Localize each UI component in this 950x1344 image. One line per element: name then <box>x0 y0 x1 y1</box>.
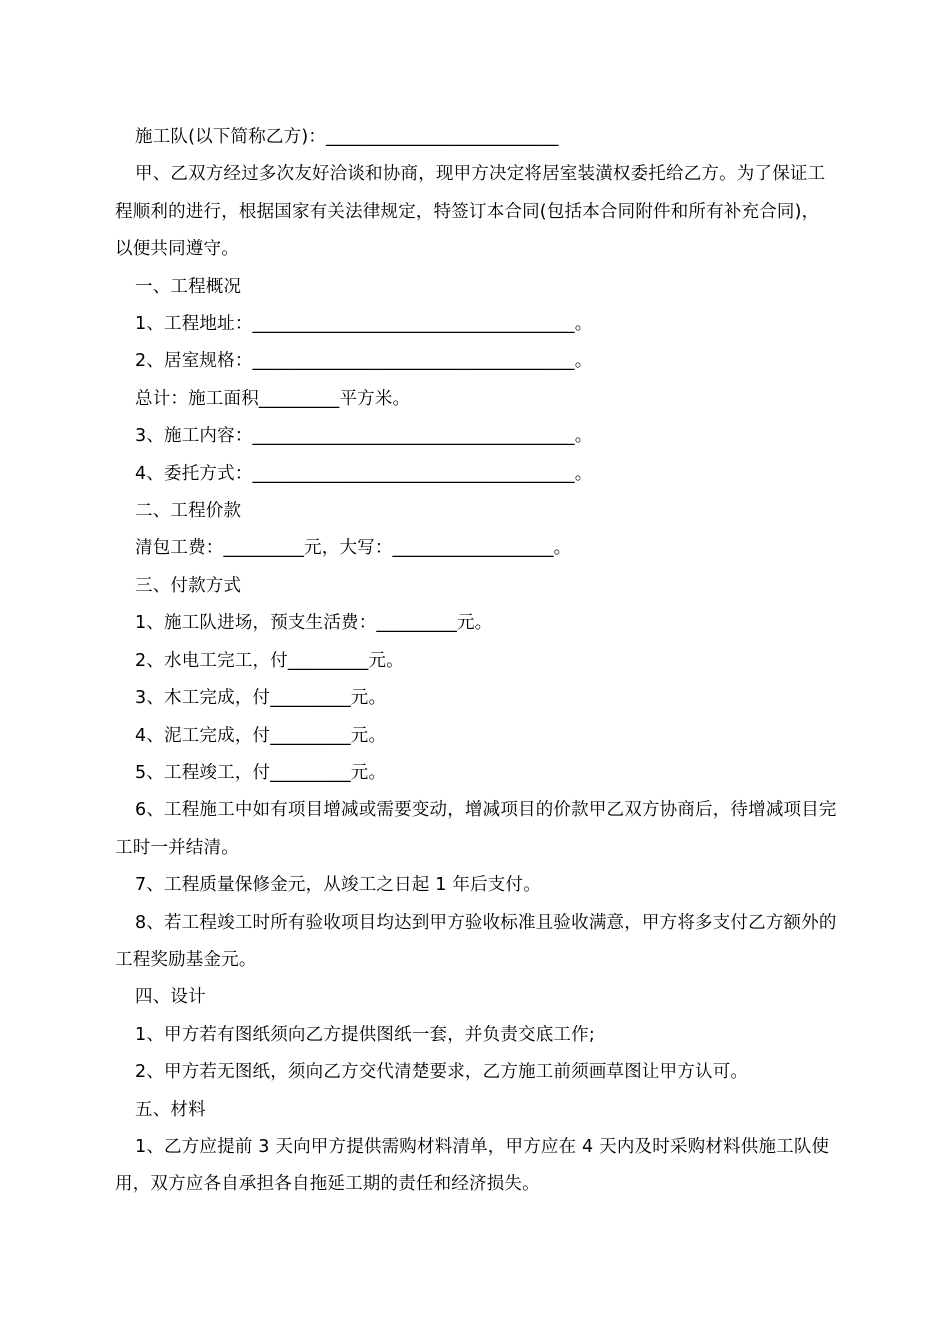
section-heading-project-overview: 一、工程概况 <box>135 276 242 297</box>
design-item-2: 2、甲方若无图纸，须向乙方交代清楚要求，乙方施工前须画草图让甲方认可。 <box>135 1062 749 1083</box>
payment-item-5: 5、工程竣工，付_________元。 <box>135 762 387 783</box>
section-heading-design: 四、设计 <box>135 987 206 1008</box>
payment-item-7: 7、工程质量保修金元，从竣工之日起 1 年后支付。 <box>135 875 541 896</box>
design-item-1: 1、甲方若有图纸须向乙方提供图纸一套，并负责交底工作; <box>135 1024 595 1045</box>
payment-item-4: 4、泥工完成，付_________元。 <box>135 725 387 746</box>
materials-item-1: 1、乙方应提前 3 天向甲方提供需购材料清单，甲方应在 4 天内及时采购材料供施工队使用，双方应各自承担各自拖延工期的责任和经济损失。 <box>115 1136 830 1195</box>
section-heading-payment-method: 三、付款方式 <box>135 575 242 596</box>
preamble-paragraph: 甲、乙双方经过多次友好洽谈和协商，现甲方决定将居室装潢权委托给乙方。为了保证工程顺利的进行，根据国家有关法律规定，特签订本合同(包括本合同附件和所有补充合同)，以便共同遵守。 <box>115 164 826 260</box>
contract-body <box>115 119 837 1204</box>
payment-item-8: 8、若工程竣工时所有验收项目均达到甲方验收标准且验收满意，甲方将多支付乙方额外的工程奖励基金元。 <box>115 912 837 970</box>
payment-item-1: 1、施工队进场，预支生活费：_________元。 <box>135 613 493 634</box>
room-spec-line: 2、居室规格：____________________________________。 <box>135 351 593 372</box>
total-area-line: 总计：施工面积_________平方米。 <box>135 388 411 409</box>
commission-method-line: 4、委托方式：____________________________________。 <box>135 463 593 484</box>
labor-fee-line: 清包工费：_________元，大写：__________________。 <box>135 538 572 559</box>
payment-item-3: 3、木工完成，付_________元。 <box>135 688 387 709</box>
payment-item-6: 6、工程施工中如有项目增减或需要变动，增减项目的价款甲乙双方协商后，待增减项目完工时一并结清。 <box>115 800 837 858</box>
section-heading-project-price: 二、工程价款 <box>135 501 242 522</box>
contractor-line: 施工队(以下简称乙方)：__________________________ <box>135 127 559 147</box>
work-content-line: 3、施工内容：____________________________________。 <box>135 426 593 447</box>
project-address-line: 1、工程地址：____________________________________。 <box>135 314 593 335</box>
payment-item-2: 2、水电工完工，付_________元。 <box>135 650 404 671</box>
section-heading-materials: 五、材料 <box>135 1099 206 1120</box>
